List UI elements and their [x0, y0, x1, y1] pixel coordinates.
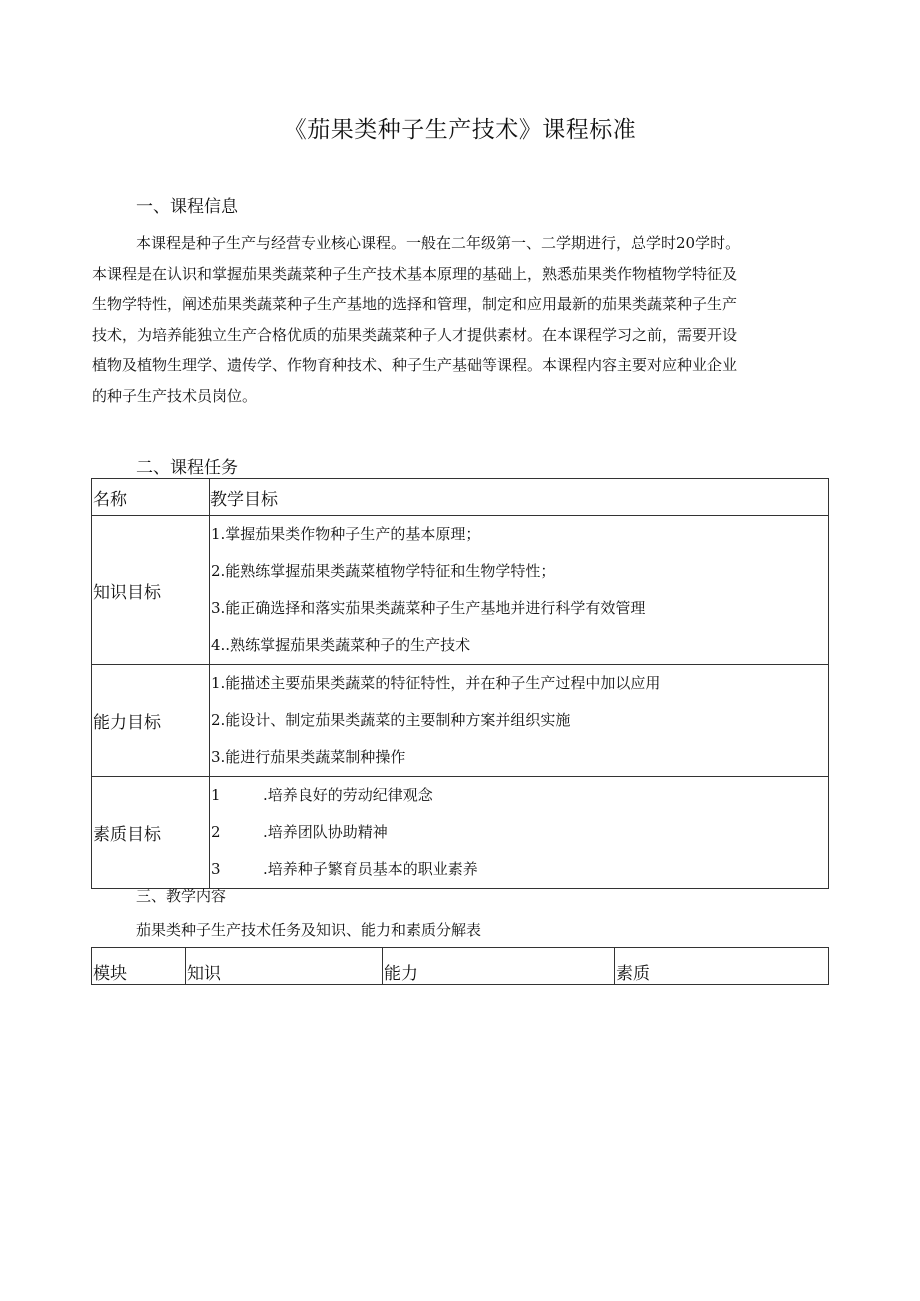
row-label-ability: 能力目标 [92, 665, 210, 777]
row-items-knowledge [210, 516, 829, 665]
table-caption: 茄果类种子生产技术任务及知识、能力和素质分解表 [136, 921, 482, 939]
list-item: 2.能熟练掌握茄果类蔬菜植物学特征和生物学特性； [211, 562, 556, 580]
table-row-quality [92, 777, 829, 889]
list-item: 4..熟练掌握茄果类蔬菜种子的生产技术 [211, 636, 471, 654]
decomposition-table [91, 947, 829, 985]
paragraph-line: 植物及植物生理学、遗传学、作物育种技术、种子生产基础等课程。本课程内容主要对应种业企业 [92, 356, 738, 374]
section-heading-course-info: 一、课程信息 [136, 197, 238, 217]
list-item: 1.能描述主要茄果类蔬菜的特征特性，并在种子生产过程中加以应用 [211, 674, 661, 692]
list-item: 3.能正确选择和落实茄果类蔬菜种子生产基地并进行科学有效管理 [211, 599, 646, 617]
list-item: 1 .培养良好的劳动纪律观念 [211, 786, 433, 804]
header-cell-module: 模块 [92, 948, 186, 985]
table-header-row [92, 948, 829, 985]
row-label-quality: 素质目标 [92, 777, 210, 889]
paragraph-line: 的种子生产技术员岗位。 [92, 386, 258, 405]
header-cell-ability: 能力 [383, 948, 615, 985]
paragraph-line: 本课程是种子生产与经营专业核心课程。一般在二年级第一、二学期进行，总学时20学时。 [136, 234, 741, 252]
header-cell-name: 名称 [92, 479, 210, 516]
list-item: 3.能进行茄果类蔬菜制种操作 [211, 748, 406, 766]
list-item: 1.掌握茄果类作物种子生产的基本原理； [211, 525, 481, 543]
course-tasks-table [91, 478, 829, 889]
header-cell-quality: 素质 [615, 948, 829, 985]
row-items-quality [210, 777, 829, 889]
paragraph-line: 本课程是在认识和掌握茄果类蔬菜种子生产技术基本原理的基础上，熟悉茄果类作物植物学特征及 [92, 264, 738, 283]
table-row-ability [92, 665, 829, 777]
section-heading-teaching-content: 三、教学内容 [136, 887, 227, 905]
row-label-knowledge: 知识目标 [92, 516, 210, 665]
header-cell-objectives: 教学目标 [210, 479, 829, 516]
header-cell-knowledge: 知识 [186, 948, 383, 985]
list-item: 3 .培养种子繁育员基本的职业素养 [211, 860, 478, 878]
document-title: 《茄果类种子生产技术》课程标准 [283, 117, 637, 143]
paragraph-line: 生物学特性，阐述茄果类蔬菜种子生产基地的选择和管理，制定和应用最新的茄果类蔬菜种子生产 [92, 295, 738, 313]
list-item: 2 .培养团队协助精神 [211, 823, 388, 841]
table-header-row [92, 479, 829, 516]
course-info-paragraph [92, 228, 832, 411]
table-row-knowledge [92, 516, 829, 665]
paragraph-line: 技术，为培养能独立生产合格优质的茄果类蔬菜种子人才提供素材。在本课程学习之前，需要开设 [92, 325, 738, 344]
section-heading-course-tasks: 二、课程任务 [136, 458, 238, 478]
list-item: 2.能设计、制定茄果类蔬菜的主要制种方案并组织实施 [211, 711, 571, 729]
row-items-ability [210, 665, 829, 777]
